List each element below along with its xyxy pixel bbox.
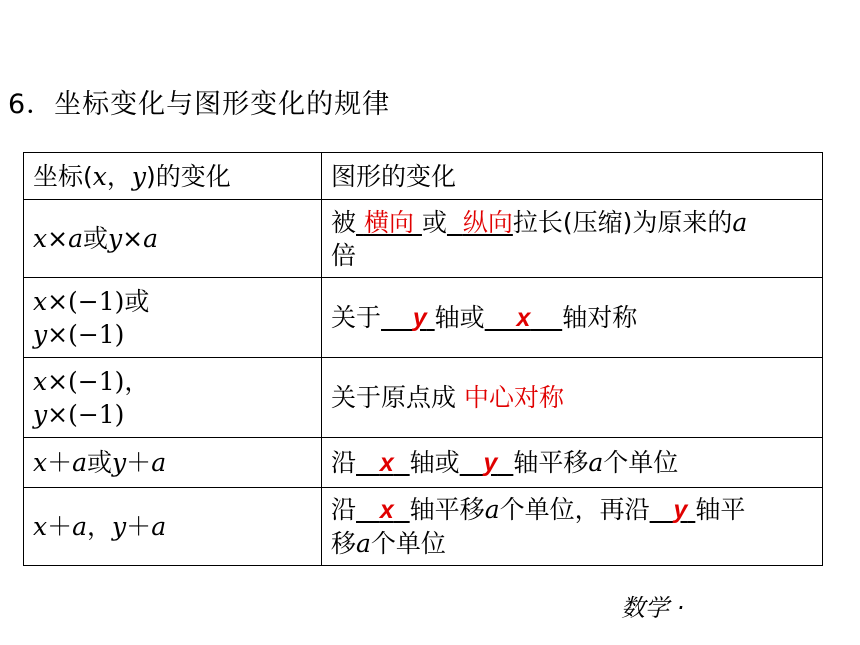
answer-text: y — [673, 496, 688, 524]
coordinate-change-cell: x×(−1)， y×(−1) — [24, 358, 322, 438]
figure-change-cell: 关于 y 轴或 x 轴对称 — [322, 278, 823, 358]
coordinate-change-cell: x×(−1)或 y×(−1) — [24, 278, 322, 358]
section-title: 6．坐标变化与图形变化的规律 — [8, 89, 391, 120]
table-row — [24, 488, 823, 566]
figure-change-cell: 关于原点成 中心对称 — [322, 358, 823, 438]
table-header-row — [24, 153, 823, 200]
answer-text: 横向 — [363, 207, 414, 237]
answer-text: x — [516, 303, 531, 332]
table-row — [24, 200, 823, 278]
table-row — [24, 278, 823, 358]
figure-change-cell: 沿 x 轴或 y 轴平移a个单位 — [322, 438, 823, 488]
header-figure-change: 图形的变化 — [322, 153, 823, 200]
answer-text: y — [412, 303, 427, 332]
answer-text: 纵向 — [462, 207, 513, 237]
answer-text: 中心对称 — [463, 383, 564, 412]
table-row — [24, 358, 823, 438]
figure-change-cell: 被 横向 或 纵向拉长(压缩)为原来的a 倍 — [322, 200, 823, 278]
answer-text: x — [379, 448, 394, 477]
footer-subject-label: 数学 · — [621, 594, 685, 622]
table-row — [24, 438, 823, 488]
answer-text: x — [379, 496, 394, 524]
coordinate-change-cell: x×a或y×a — [24, 200, 322, 278]
answer-text: y — [483, 448, 498, 477]
coordinate-change-cell: x＋a，y＋a — [24, 488, 322, 566]
figure-change-cell: 沿 x 轴平移a个单位，再沿 y 轴平 移a个单位 — [322, 488, 823, 566]
coordinate-change-cell: x＋a或y＋a — [24, 438, 322, 488]
rules-table — [23, 152, 823, 566]
header-coordinate-change: 坐标(x，y)的变化 — [24, 153, 322, 200]
